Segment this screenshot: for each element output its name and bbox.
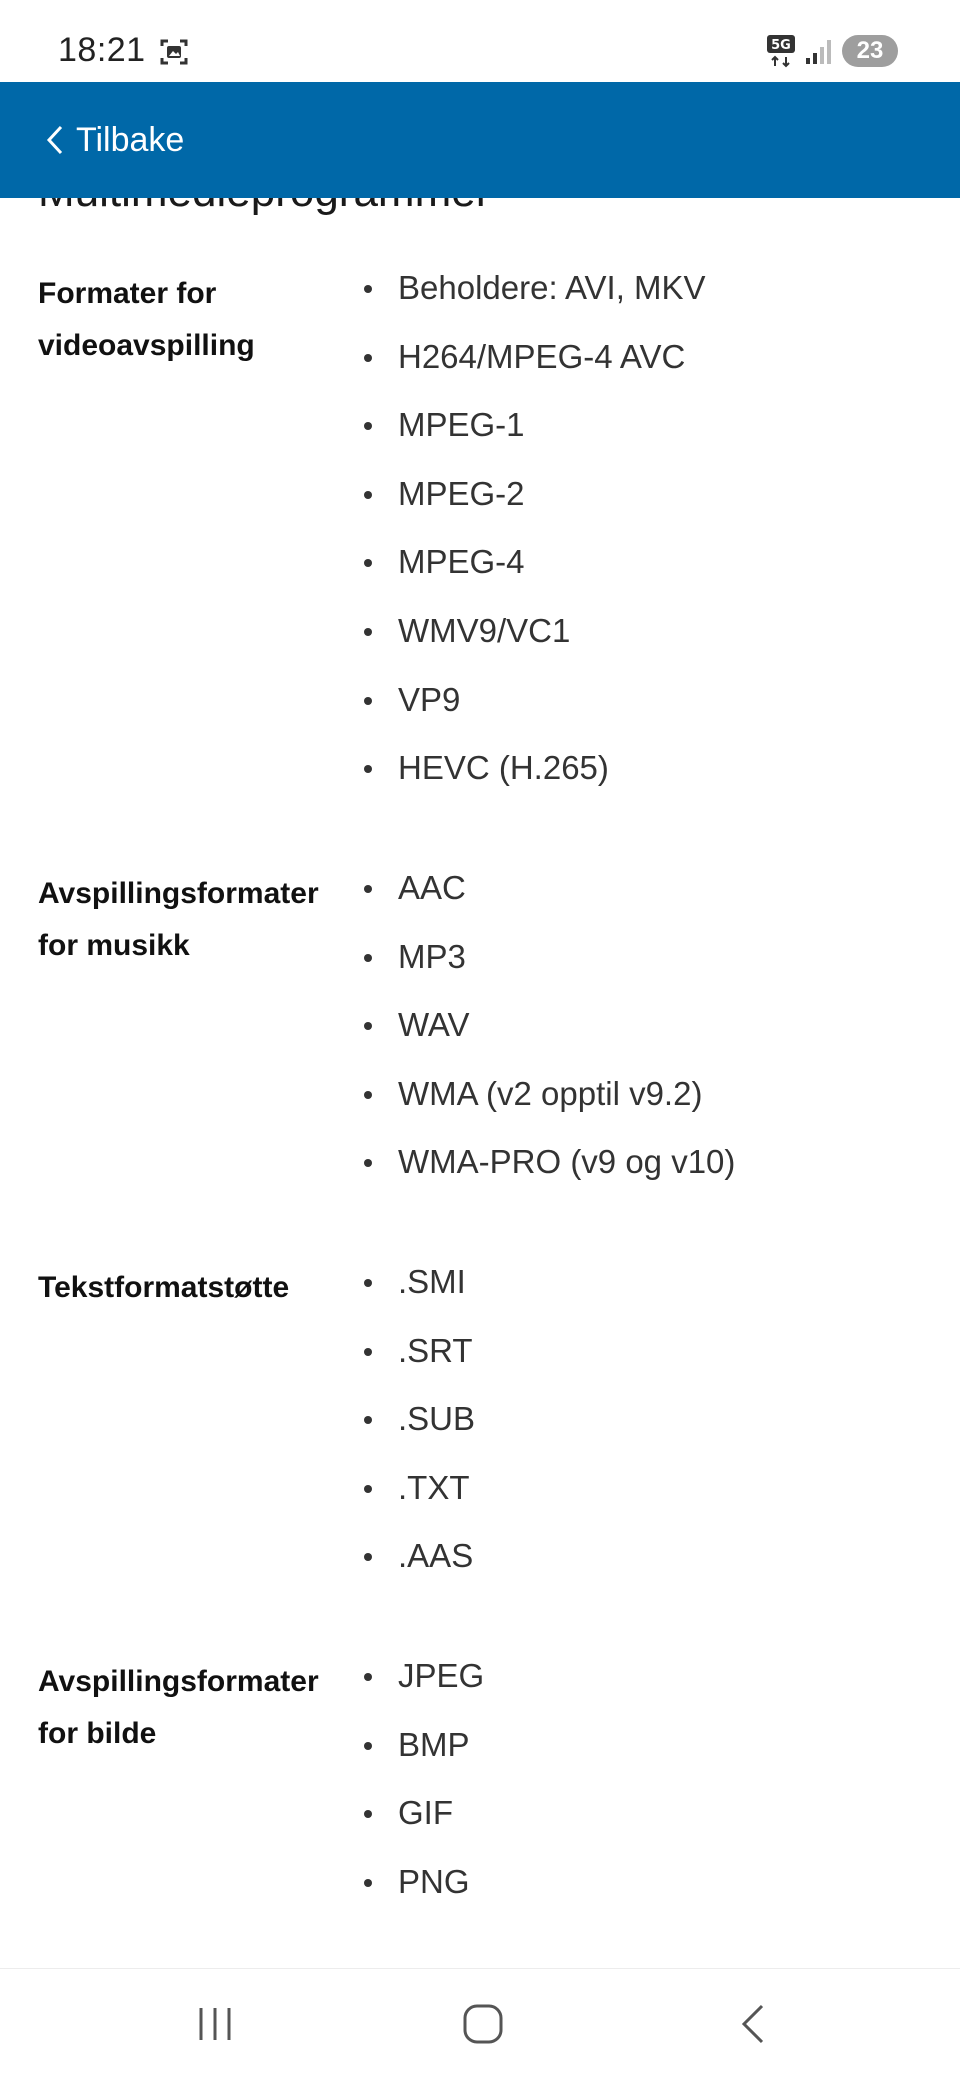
list-item: .SRT xyxy=(358,1331,475,1400)
list-item: H264/MPEG-4 AVC xyxy=(358,337,706,406)
spec-list xyxy=(358,868,735,1211)
list-item: .SUB xyxy=(358,1399,475,1468)
list-item: MPEG-1 xyxy=(358,405,706,474)
recent-apps-button[interactable] xyxy=(185,1999,245,2049)
list-item: WMA-PRO (v9 og v10) xyxy=(358,1142,735,1211)
list-item: WAV xyxy=(358,1005,735,1074)
spec-list xyxy=(358,268,706,817)
status-time: 18:21 xyxy=(58,31,146,69)
5g-icon xyxy=(766,34,796,68)
spec-label: Tekstformatstøtte xyxy=(38,1271,290,1304)
home-button[interactable] xyxy=(453,1999,513,2049)
list-item: WMV9/VC1 xyxy=(358,611,706,680)
system-back-button[interactable] xyxy=(723,1999,783,2049)
spec-list xyxy=(358,1656,484,1930)
chevron-left-icon xyxy=(44,124,66,156)
list-item: PNG xyxy=(358,1862,484,1931)
back-label: Tilbake xyxy=(76,121,185,159)
list-item: WMA (v2 opptil v9.2) xyxy=(358,1074,735,1143)
back-icon xyxy=(738,2003,768,2045)
list-item: BMP xyxy=(358,1725,484,1794)
app-header xyxy=(0,82,960,198)
network-label: 5G xyxy=(771,38,791,53)
list-item: JPEG xyxy=(358,1656,484,1725)
battery-indicator: 23 xyxy=(842,35,898,67)
list-item: MPEG-4 xyxy=(358,542,706,611)
spec-list xyxy=(358,1262,475,1605)
list-item: GIF xyxy=(358,1793,484,1862)
list-item: MPEG-2 xyxy=(358,474,706,543)
recent-apps-icon xyxy=(195,2005,235,2043)
list-item: HEVC (H.265) xyxy=(358,748,706,817)
list-item: .AAS xyxy=(358,1536,475,1605)
list-item: .SMI xyxy=(358,1262,475,1331)
list-item: AAC xyxy=(358,868,735,937)
content-area[interactable] xyxy=(0,198,960,1968)
list-item: MP3 xyxy=(358,937,735,1006)
list-item: .TXT xyxy=(358,1468,475,1537)
list-item: VP9 xyxy=(358,680,706,749)
spec-label: Formater for videoavspilling xyxy=(38,277,255,362)
spec-label: Avspillingsformater for musikk xyxy=(38,877,319,962)
status-indicators xyxy=(766,34,898,68)
back-button[interactable] xyxy=(44,82,184,198)
navigation-bar xyxy=(0,1968,960,2081)
signal-icon xyxy=(804,36,834,66)
status-bar xyxy=(0,0,960,82)
spec-label: Avspillingsformater for bilde xyxy=(38,1665,319,1750)
screenshot-icon xyxy=(158,36,190,68)
list-item: Beholdere: AVI, MKV xyxy=(358,268,706,337)
home-icon xyxy=(462,2003,504,2045)
